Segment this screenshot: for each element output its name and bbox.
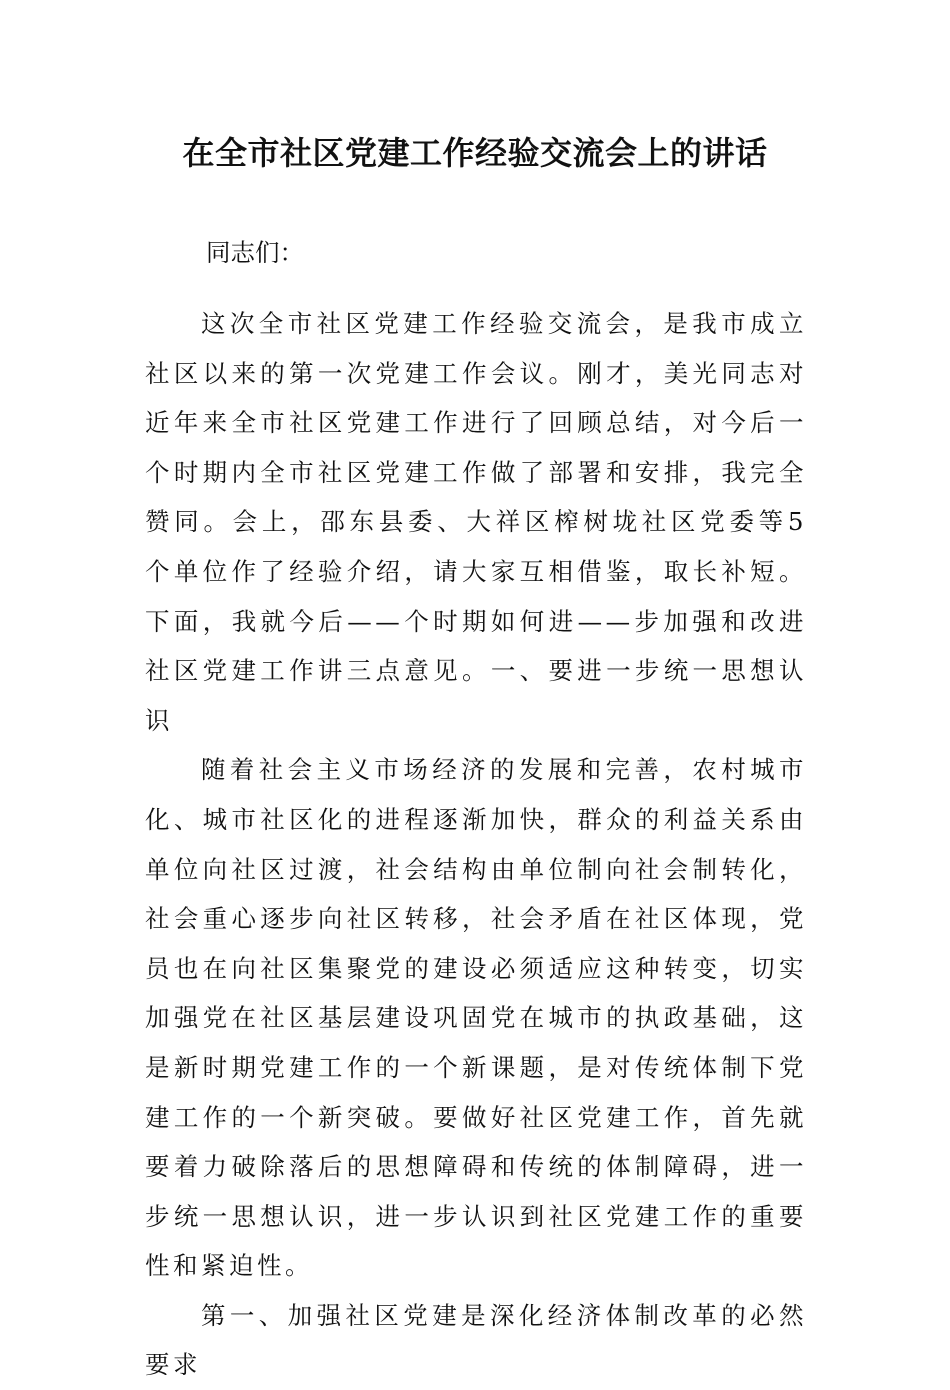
paragraph-1: 这次全市社区党建工作经验交流会，是我市成立社区以来的第一次党建工作会议。刚才，美光同志对近年来全市社区党建工作进行了回顾总结，对今后一个时期内全市社区党建工作做了部署和安排，我完全赞同。会上，邵东县委、大祥区榨树垅社区党委等5个单位作了经验介绍，请大家互相借鉴，取长补短。下面，我就今后——个时期如何进——步加强和改进社区党建工作讲三点意见。一、要进一步统一思想认识 [145,309,807,735]
paragraph-2: 随着社会主义市场经济的发展和完善，农村城市化、城市社区化的进程逐渐加快，群众的利益关系由单位向社区过渡，社会结构由单位制向社会制转化，社会重心逐步向社区转移，社会矛盾在社区体现，党员也在向社区集聚党的建设必须适应这种转变，切实加强党在社区基层建设巩固党在城市的执政基础，这是新时期党建工作的一个新课题，是对传统体制下党建工作的一个新突破。要做好社区党建工作，首先就要着力破除落后的思想障碍和传统的体制障碍，进一步统一思想认识，进一步认识到社区党建工作的重要性和紧迫性。 [145,755,807,1281]
salutation: 同志们： [206,238,304,267]
paragraph-3: 第一、加强社区党建是深化经济体制改革的必然要求 [145,1300,807,1380]
document-body [145,228,807,1390]
document-title: 在全市社区党建工作经验交流会上的讲话 [182,134,768,172]
